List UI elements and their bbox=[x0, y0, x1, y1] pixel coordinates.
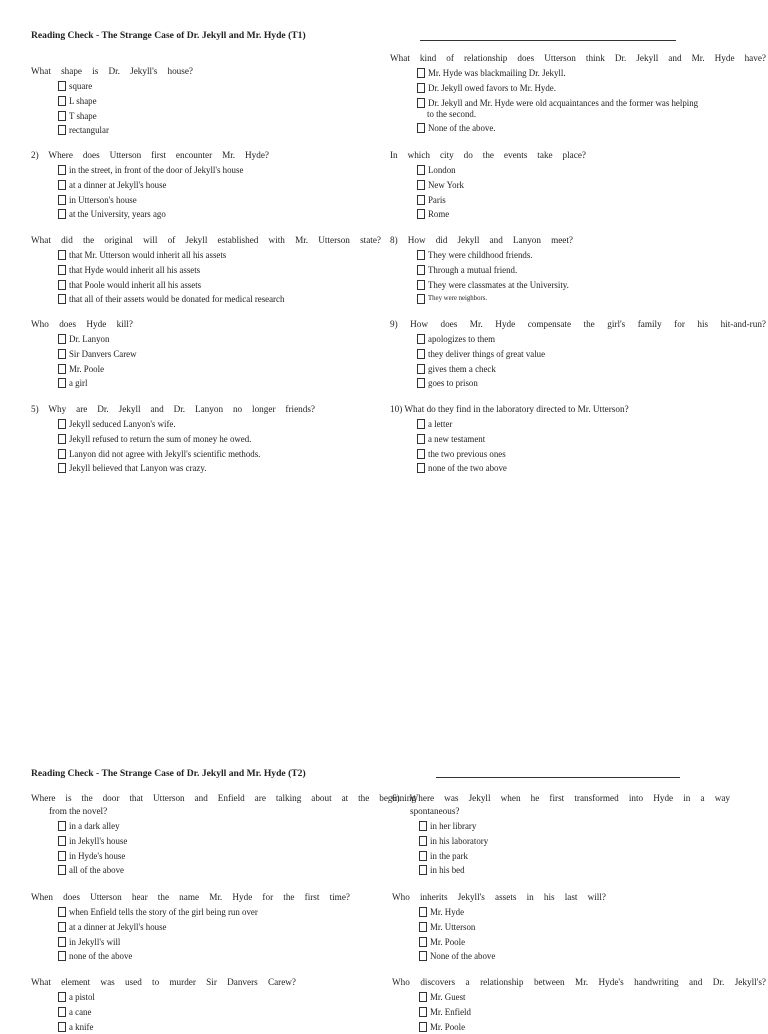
options-list bbox=[58, 819, 416, 878]
question bbox=[392, 791, 766, 878]
option[interactable] bbox=[417, 66, 766, 81]
option[interactable] bbox=[417, 417, 766, 432]
option[interactable] bbox=[417, 432, 766, 447]
option[interactable] bbox=[58, 332, 381, 347]
option-label: in Jekyll's house bbox=[69, 835, 128, 846]
option-label: Sir Danvers Carew bbox=[69, 348, 137, 359]
options-list bbox=[58, 332, 381, 391]
option-label: a pistol bbox=[69, 992, 95, 1002]
t1-title: Reading Check - The Strange Case of Dr. Jekyll and Mr. Hyde (T1) bbox=[31, 30, 306, 41]
option[interactable] bbox=[417, 121, 766, 136]
option-label: apologizes to them bbox=[428, 334, 496, 344]
question bbox=[390, 317, 766, 391]
checkbox-icon[interactable] bbox=[58, 349, 66, 359]
option-label: Mr. Poole bbox=[430, 936, 466, 947]
options-list bbox=[419, 905, 766, 964]
option[interactable] bbox=[417, 292, 766, 307]
checkbox-icon[interactable] bbox=[419, 821, 427, 831]
options-list bbox=[58, 163, 381, 222]
checkbox-icon[interactable] bbox=[58, 992, 66, 1002]
option[interactable] bbox=[419, 935, 766, 950]
checkbox-icon[interactable] bbox=[417, 434, 425, 444]
option[interactable] bbox=[419, 905, 766, 920]
option-label: Paris bbox=[428, 194, 446, 205]
question-text: What did the original will of Jekyll established with Mr. Utterson state? bbox=[31, 235, 381, 245]
checkbox-icon[interactable] bbox=[58, 180, 66, 190]
checkbox-icon[interactable] bbox=[419, 1007, 427, 1017]
checkbox-icon[interactable] bbox=[58, 821, 66, 831]
checkbox-icon[interactable] bbox=[58, 195, 66, 205]
question-text: 10) What do they find in the laboratory directed to Mr. Utterson? bbox=[390, 404, 629, 414]
option[interactable] bbox=[58, 1005, 416, 1020]
option-label: L shape bbox=[69, 95, 97, 106]
question bbox=[31, 233, 381, 307]
checkbox-icon[interactable] bbox=[58, 334, 66, 344]
option-label: Mr. Guest bbox=[430, 992, 466, 1002]
option-label: in Utterson's house bbox=[69, 194, 137, 205]
option-label: Dr. Jekyll and Mr. Hyde were old acquaintances and the former was helping bbox=[428, 97, 699, 108]
option-label: New York bbox=[428, 179, 464, 190]
question bbox=[31, 317, 381, 391]
option[interactable] bbox=[58, 920, 416, 935]
option[interactable] bbox=[419, 863, 766, 878]
options-list bbox=[58, 417, 381, 476]
option[interactable] bbox=[58, 292, 381, 307]
question-text: 5) Why are Dr. Jekyll and Dr. Lanyon no longer friends? bbox=[31, 404, 315, 414]
checkbox-icon[interactable] bbox=[419, 937, 427, 947]
checkbox-icon[interactable] bbox=[417, 378, 425, 388]
checkbox-icon[interactable] bbox=[58, 294, 66, 304]
question bbox=[31, 148, 381, 222]
checkbox-icon[interactable] bbox=[419, 951, 427, 961]
checkbox-icon[interactable] bbox=[419, 907, 427, 917]
checkbox-icon[interactable] bbox=[417, 449, 425, 459]
checkbox-icon[interactable] bbox=[417, 98, 425, 108]
option[interactable] bbox=[58, 863, 416, 878]
option[interactable] bbox=[417, 193, 766, 208]
option[interactable] bbox=[58, 207, 381, 222]
checkbox-icon[interactable] bbox=[58, 836, 66, 846]
question bbox=[390, 51, 766, 136]
option-label: that Hyde would inherit all his assets bbox=[69, 264, 201, 275]
options-list bbox=[58, 990, 416, 1034]
option[interactable] bbox=[417, 207, 766, 222]
option-label: Lanyon did not agree with Jekyll's scientific methods. bbox=[69, 448, 261, 459]
option-label: goes to prison bbox=[428, 378, 478, 389]
option-label: Mr. Hyde bbox=[430, 907, 465, 917]
option-label: Mr. Utterson bbox=[430, 921, 476, 932]
option[interactable] bbox=[417, 278, 766, 293]
option-label: gives them a check bbox=[428, 363, 496, 374]
option[interactable] bbox=[58, 461, 381, 476]
question bbox=[31, 402, 381, 476]
option[interactable] bbox=[58, 178, 381, 193]
checkbox-icon[interactable] bbox=[419, 922, 427, 932]
option[interactable] bbox=[58, 949, 416, 964]
option-label: None of the above bbox=[430, 951, 496, 962]
option-label: Jekyll seduced Lanyon's wife. bbox=[69, 419, 176, 429]
option[interactable] bbox=[417, 332, 766, 347]
checkbox-icon[interactable] bbox=[417, 250, 425, 260]
checkbox-icon[interactable] bbox=[58, 378, 66, 388]
t2-title: Reading Check - The Strange Case of Dr. Jekyll and Mr. Hyde (T2) bbox=[31, 768, 306, 779]
question-text: Who does Hyde kill? bbox=[31, 319, 133, 329]
checkbox-icon[interactable] bbox=[58, 125, 66, 135]
option-label: Mr. Hyde was blackmailing Dr. Jekyll. bbox=[428, 68, 566, 78]
option-label: in the street, in front of the door of Jekyll's house bbox=[69, 165, 244, 175]
option[interactable] bbox=[417, 376, 766, 391]
option-label: the two previous ones bbox=[428, 448, 506, 459]
option-label: London bbox=[428, 165, 456, 175]
option[interactable] bbox=[58, 79, 381, 94]
option[interactable] bbox=[58, 1020, 416, 1034]
question-text: 6) Where was Jekyll when he first transformed into Hyde in a way bbox=[392, 793, 730, 803]
question-text: Who discovers a relationship between Mr. Hyde's handwriting and Dr. Jekyll's? bbox=[392, 977, 766, 987]
option[interactable] bbox=[58, 819, 416, 834]
checkbox-icon[interactable] bbox=[417, 123, 425, 133]
option[interactable] bbox=[417, 178, 766, 193]
checkbox-icon[interactable] bbox=[417, 265, 425, 275]
option-label: a knife bbox=[69, 1021, 94, 1032]
options-list bbox=[417, 248, 766, 307]
option-label: that all of their assets would be donated for medical research bbox=[69, 294, 285, 305]
option[interactable] bbox=[58, 849, 416, 864]
t1-name-line[interactable] bbox=[420, 40, 676, 41]
option[interactable] bbox=[58, 376, 381, 391]
option-label: Rome bbox=[428, 209, 450, 220]
question-text: What shape is Dr. Jekyll's house? bbox=[31, 66, 193, 76]
options-list bbox=[58, 248, 381, 307]
option[interactable] bbox=[419, 1005, 766, 1020]
option-label: Jekyll refused to return the sum of money he owed. bbox=[69, 433, 252, 444]
checkbox-icon[interactable] bbox=[58, 165, 66, 175]
checkbox-icon[interactable] bbox=[58, 96, 66, 106]
checkbox-icon[interactable] bbox=[58, 364, 66, 374]
question bbox=[392, 975, 766, 1034]
checkbox-icon[interactable] bbox=[58, 865, 66, 875]
checkbox-icon[interactable] bbox=[417, 209, 425, 219]
question bbox=[31, 64, 381, 138]
options-list bbox=[58, 905, 416, 964]
checkbox-icon[interactable] bbox=[419, 851, 427, 861]
question-text: When does Utterson hear the name Mr. Hyde for the first time? bbox=[31, 892, 350, 902]
option[interactable] bbox=[419, 849, 766, 864]
option-label: at a dinner at Jekyll's house bbox=[69, 921, 167, 932]
option[interactable] bbox=[58, 248, 381, 263]
question-text-continuation: spontaneous? bbox=[410, 806, 460, 816]
option[interactable] bbox=[419, 1020, 766, 1034]
option[interactable] bbox=[58, 834, 416, 849]
checkbox-icon[interactable] bbox=[417, 294, 425, 304]
option[interactable] bbox=[58, 109, 381, 124]
checkbox-icon[interactable] bbox=[58, 419, 66, 429]
option-label: They were classmates at the University. bbox=[428, 279, 569, 290]
checkbox-icon[interactable] bbox=[58, 463, 66, 473]
checkbox-icon[interactable] bbox=[419, 836, 427, 846]
option[interactable] bbox=[58, 94, 381, 109]
option[interactable] bbox=[58, 447, 381, 462]
checkbox-icon[interactable] bbox=[58, 907, 66, 917]
checkbox-icon[interactable] bbox=[417, 180, 425, 190]
question bbox=[390, 233, 766, 307]
options-list bbox=[58, 79, 381, 138]
question bbox=[31, 791, 416, 878]
option[interactable] bbox=[58, 990, 416, 1005]
option-label: None of the above. bbox=[428, 123, 496, 134]
options-list bbox=[417, 417, 766, 476]
option-label: Mr. Poole bbox=[430, 1021, 466, 1032]
checkbox-icon[interactable] bbox=[417, 349, 425, 359]
checkbox-icon[interactable] bbox=[58, 922, 66, 932]
checkbox-icon[interactable] bbox=[58, 280, 66, 290]
option-label: They were childhood friends. bbox=[428, 250, 533, 260]
option-label: in the park bbox=[430, 850, 468, 861]
question-text: What kind of relationship does Utterson think Dr. Jekyll and Mr. Hyde have? bbox=[390, 53, 766, 63]
question-text: In which city do the events take place? bbox=[390, 150, 586, 160]
options-list bbox=[417, 332, 766, 391]
question-text: 9) How does Mr. Hyde compensate the girl's family for his hit-and-run? bbox=[390, 319, 766, 329]
option-label: Through a mutual friend. bbox=[428, 264, 518, 275]
option[interactable] bbox=[417, 447, 766, 462]
checkbox-icon[interactable] bbox=[417, 280, 425, 290]
checkbox-icon[interactable] bbox=[417, 364, 425, 374]
checkbox-icon[interactable] bbox=[58, 951, 66, 961]
option-label: in her library bbox=[430, 821, 477, 831]
option-label: They were neighbors. bbox=[428, 295, 488, 303]
question-text: Where is the door that Utterson and Enfield are talking about at the beginning bbox=[31, 793, 416, 803]
option[interactable] bbox=[419, 834, 766, 849]
option[interactable] bbox=[58, 123, 381, 138]
option-label: in Hyde's house bbox=[69, 850, 126, 861]
option[interactable] bbox=[58, 193, 381, 208]
checkbox-icon[interactable] bbox=[417, 195, 425, 205]
option[interactable] bbox=[419, 819, 766, 834]
option-label: Jekyll believed that Lanyon was crazy. bbox=[69, 463, 207, 474]
option-label: all of the above bbox=[69, 865, 124, 876]
option[interactable] bbox=[58, 417, 381, 432]
option-label: Mr. Enfield bbox=[430, 1006, 471, 1017]
options-list bbox=[417, 66, 766, 136]
option-label: a cane bbox=[69, 1006, 92, 1017]
option[interactable] bbox=[58, 432, 381, 447]
option-label: none of the above bbox=[69, 951, 133, 962]
option[interactable] bbox=[58, 347, 381, 362]
option[interactable] bbox=[58, 263, 381, 278]
checkbox-icon[interactable] bbox=[417, 463, 425, 473]
checkbox-icon[interactable] bbox=[58, 851, 66, 861]
option[interactable] bbox=[419, 949, 766, 964]
checkbox-icon[interactable] bbox=[417, 165, 425, 175]
question-text: Who inherits Jekyll's assets in his last will? bbox=[392, 892, 606, 902]
checkbox-icon[interactable] bbox=[58, 449, 66, 459]
option[interactable] bbox=[417, 248, 766, 263]
option-label: at the University, years ago bbox=[69, 209, 166, 220]
option[interactable] bbox=[419, 990, 766, 1005]
option-label: Mr. Poole bbox=[69, 363, 105, 374]
option[interactable] bbox=[419, 920, 766, 935]
option-label: when Enfield tells the story of the girl being run over bbox=[69, 907, 258, 917]
question bbox=[390, 402, 766, 476]
option[interactable] bbox=[417, 81, 766, 96]
option[interactable] bbox=[417, 163, 766, 178]
checkbox-icon[interactable] bbox=[417, 419, 425, 429]
option-label: Dr. Jekyll owed favors to Mr. Hyde. bbox=[428, 82, 556, 93]
t2-name-line[interactable] bbox=[436, 777, 680, 778]
question bbox=[390, 148, 766, 222]
option[interactable] bbox=[58, 278, 381, 293]
question-text: 8) How did Jekyll and Lanyon meet? bbox=[390, 235, 573, 245]
question bbox=[31, 890, 416, 964]
checkbox-icon[interactable] bbox=[58, 1022, 66, 1032]
options-list bbox=[419, 819, 766, 878]
option-label: at a dinner at Jekyll's house bbox=[69, 179, 167, 190]
option-label: in his laboratory bbox=[430, 835, 489, 846]
question-text-continuation: from the novel? bbox=[49, 806, 108, 816]
checkbox-icon[interactable] bbox=[58, 434, 66, 444]
option[interactable] bbox=[417, 461, 766, 476]
checkbox-icon[interactable] bbox=[58, 250, 66, 260]
option-label: a new testament bbox=[428, 433, 486, 444]
checkbox-icon[interactable] bbox=[58, 937, 66, 947]
checkbox-icon[interactable] bbox=[58, 209, 66, 219]
option[interactable] bbox=[417, 263, 766, 278]
option-label: that Mr. Utterson would inherit all his assets bbox=[69, 250, 227, 260]
option[interactable] bbox=[58, 935, 416, 950]
checkbox-icon[interactable] bbox=[417, 334, 425, 344]
option-label: T shape bbox=[69, 110, 97, 121]
checkbox-icon[interactable] bbox=[419, 992, 427, 1002]
option[interactable] bbox=[58, 362, 381, 377]
option-continuation: to the second. bbox=[427, 109, 477, 120]
checkbox-icon[interactable] bbox=[417, 83, 425, 93]
option-label: Dr. Lanyon bbox=[69, 334, 110, 344]
checkbox-icon[interactable] bbox=[58, 81, 66, 91]
question-text: What element was used to murder Sir Danvers Carew? bbox=[31, 977, 296, 987]
options-list bbox=[419, 990, 766, 1034]
question bbox=[392, 890, 766, 964]
checkbox-icon[interactable] bbox=[417, 68, 425, 78]
option-label: in Jekyll's will bbox=[69, 936, 121, 947]
checkbox-icon[interactable] bbox=[58, 111, 66, 121]
option-label: rectangular bbox=[69, 125, 109, 136]
option-label: none of the two above bbox=[428, 463, 507, 474]
option[interactable] bbox=[417, 362, 766, 377]
question bbox=[31, 975, 416, 1034]
option-label: in his bed bbox=[430, 865, 465, 876]
checkbox-icon[interactable] bbox=[419, 1022, 427, 1032]
checkbox-icon[interactable] bbox=[58, 1007, 66, 1017]
option-label: in a dark alley bbox=[69, 821, 120, 831]
option-label: a letter bbox=[428, 419, 453, 429]
option[interactable] bbox=[417, 347, 766, 362]
question-text: 2) Where does Utterson first encounter Mr. Hyde? bbox=[31, 150, 269, 160]
option-label: a girl bbox=[69, 378, 88, 389]
option-label: square bbox=[69, 81, 93, 91]
checkbox-icon[interactable] bbox=[419, 865, 427, 875]
checkbox-icon[interactable] bbox=[58, 265, 66, 275]
option-label: they deliver things of great value bbox=[428, 348, 546, 359]
option[interactable] bbox=[58, 163, 381, 178]
option[interactable] bbox=[58, 905, 416, 920]
option-label: that Poole would inherit all his assets bbox=[69, 279, 202, 290]
options-list bbox=[417, 163, 766, 222]
